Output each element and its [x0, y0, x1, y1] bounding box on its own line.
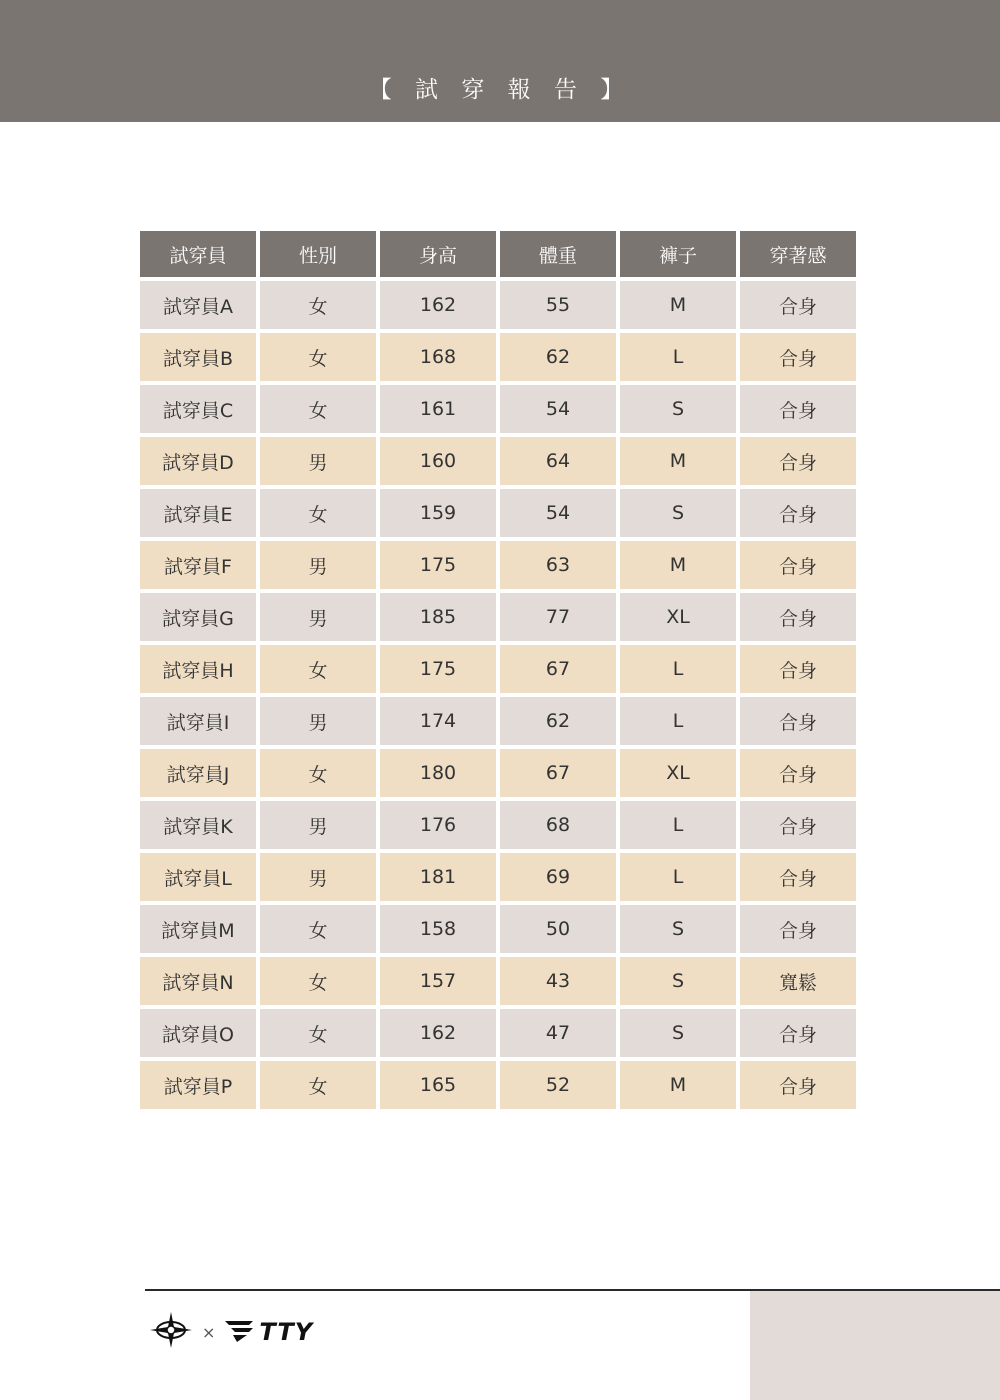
cell-weight: 64 — [500, 437, 616, 485]
cell-fit-feel: 合身 — [740, 1009, 856, 1057]
cell-pants: S — [620, 385, 736, 433]
table-row — [140, 541, 856, 589]
cell-pants: S — [620, 905, 736, 953]
cell-pants: L — [620, 697, 736, 745]
cell-tester: 試穿員E — [140, 489, 256, 537]
cell-height: 160 — [380, 437, 496, 485]
cell-fit-feel: 合身 — [740, 541, 856, 589]
cell-pants: M — [620, 437, 736, 485]
cell-height: 161 — [380, 385, 496, 433]
cell-weight: 55 — [500, 281, 616, 329]
table-row — [140, 749, 856, 797]
cell-height: 180 — [380, 749, 496, 797]
cell-fit-feel: 合身 — [740, 749, 856, 797]
cell-fit-feel: 合身 — [740, 801, 856, 849]
cell-fit-feel: 合身 — [740, 1061, 856, 1109]
cell-pants: S — [620, 489, 736, 537]
cell-tester: 試穿員P — [140, 1061, 256, 1109]
column-header-tester: 試穿員 — [140, 231, 256, 277]
cell-fit-feel: 合身 — [740, 489, 856, 537]
cell-gender: 女 — [260, 1061, 376, 1109]
logo-separator: × — [202, 1322, 216, 1342]
cell-weight: 67 — [500, 645, 616, 693]
cell-height: 162 — [380, 1009, 496, 1057]
cell-height: 157 — [380, 957, 496, 1005]
cell-pants: M — [620, 281, 736, 329]
cell-gender: 男 — [260, 541, 376, 589]
cell-tester: 試穿員F — [140, 541, 256, 589]
cell-weight: 69 — [500, 853, 616, 901]
cell-tester: 試穿員D — [140, 437, 256, 485]
cell-tester: 試穿員N — [140, 957, 256, 1005]
cell-gender: 男 — [260, 853, 376, 901]
table-row — [140, 437, 856, 485]
cell-pants: L — [620, 645, 736, 693]
cell-gender: 女 — [260, 749, 376, 797]
cell-gender: 男 — [260, 801, 376, 849]
cell-height: 175 — [380, 541, 496, 589]
cell-weight: 47 — [500, 1009, 616, 1057]
cell-height: 174 — [380, 697, 496, 745]
cell-fit-feel: 合身 — [740, 333, 856, 381]
cell-gender: 女 — [260, 645, 376, 693]
cell-tester: 試穿員I — [140, 697, 256, 745]
cell-fit-feel: 合身 — [740, 645, 856, 693]
cell-pants: M — [620, 1061, 736, 1109]
cell-gender: 女 — [260, 957, 376, 1005]
cell-fit-feel: 寬鬆 — [740, 957, 856, 1005]
cell-tester: 試穿員L — [140, 853, 256, 901]
cell-tester: 試穿員M — [140, 905, 256, 953]
cell-fit-feel: 合身 — [740, 697, 856, 745]
cell-height: 158 — [380, 905, 496, 953]
cell-pants: S — [620, 957, 736, 1005]
table-row — [140, 593, 856, 641]
cell-height: 165 — [380, 1061, 496, 1109]
cell-tester: 試穿員K — [140, 801, 256, 849]
cell-weight: 54 — [500, 489, 616, 537]
cell-tester: 試穿員G — [140, 593, 256, 641]
table-row — [140, 1061, 856, 1109]
table-body — [140, 281, 856, 1109]
page-title: 【 試 穿 報 告 】 — [368, 77, 632, 103]
cell-height: 176 — [380, 801, 496, 849]
cell-gender: 女 — [260, 1009, 376, 1057]
column-header-fit-feel: 穿著感 — [740, 231, 856, 277]
table-row — [140, 645, 856, 693]
cell-pants: XL — [620, 749, 736, 797]
tty-logo — [223, 1317, 313, 1347]
footer-panel — [750, 1291, 1000, 1400]
cell-weight: 68 — [500, 801, 616, 849]
column-header-height: 身高 — [380, 231, 496, 277]
cell-pants: L — [620, 333, 736, 381]
cell-tester: 試穿員H — [140, 645, 256, 693]
cell-tester: 試穿員J — [140, 749, 256, 797]
cell-height: 181 — [380, 853, 496, 901]
cell-fit-feel: 合身 — [740, 385, 856, 433]
cell-height: 175 — [380, 645, 496, 693]
cell-weight: 50 — [500, 905, 616, 953]
table-row — [140, 801, 856, 849]
cell-pants: XL — [620, 593, 736, 641]
cell-height: 159 — [380, 489, 496, 537]
cell-pants: S — [620, 1009, 736, 1057]
table-row — [140, 489, 856, 537]
table-row — [140, 333, 856, 381]
footer-logos — [148, 1310, 313, 1354]
brand-name: TTY — [259, 1318, 314, 1346]
cell-weight: 54 — [500, 385, 616, 433]
cell-pants: L — [620, 801, 736, 849]
cell-height: 185 — [380, 593, 496, 641]
table-row — [140, 1009, 856, 1057]
cell-gender: 女 — [260, 385, 376, 433]
cell-weight: 67 — [500, 749, 616, 797]
cell-gender: 男 — [260, 593, 376, 641]
cell-weight: 63 — [500, 541, 616, 589]
cell-weight: 77 — [500, 593, 616, 641]
table-header-row — [140, 231, 856, 277]
cell-fit-feel: 合身 — [740, 853, 856, 901]
table-row — [140, 385, 856, 433]
table-row — [140, 957, 856, 1005]
cell-gender: 女 — [260, 905, 376, 953]
cell-gender: 女 — [260, 489, 376, 537]
cell-fit-feel: 合身 — [740, 281, 856, 329]
cell-height: 162 — [380, 281, 496, 329]
cell-gender: 男 — [260, 437, 376, 485]
tty-wing-icon — [223, 1317, 257, 1347]
cell-fit-feel: 合身 — [740, 593, 856, 641]
table-row — [140, 853, 856, 901]
column-header-gender: 性別 — [260, 231, 376, 277]
cell-gender: 女 — [260, 333, 376, 381]
table-row — [140, 281, 856, 329]
cell-gender: 女 — [260, 281, 376, 329]
fitting-report-table — [136, 227, 860, 1113]
table-row — [140, 697, 856, 745]
cell-tester: 試穿員O — [140, 1009, 256, 1057]
cell-weight: 62 — [500, 333, 616, 381]
cell-pants: L — [620, 853, 736, 901]
table-row — [140, 905, 856, 953]
cell-weight: 43 — [500, 957, 616, 1005]
cell-weight: 62 — [500, 697, 616, 745]
cell-fit-feel: 合身 — [740, 437, 856, 485]
column-header-weight: 體重 — [500, 231, 616, 277]
cell-height: 168 — [380, 333, 496, 381]
cell-tester: 試穿員C — [140, 385, 256, 433]
cell-gender: 男 — [260, 697, 376, 745]
cell-tester: 試穿員A — [140, 281, 256, 329]
cell-weight: 52 — [500, 1061, 616, 1109]
cell-fit-feel: 合身 — [740, 905, 856, 953]
compass-star-icon — [148, 1310, 194, 1354]
cell-tester: 試穿員B — [140, 333, 256, 381]
column-header-pants: 褲子 — [620, 231, 736, 277]
cell-pants: M — [620, 541, 736, 589]
